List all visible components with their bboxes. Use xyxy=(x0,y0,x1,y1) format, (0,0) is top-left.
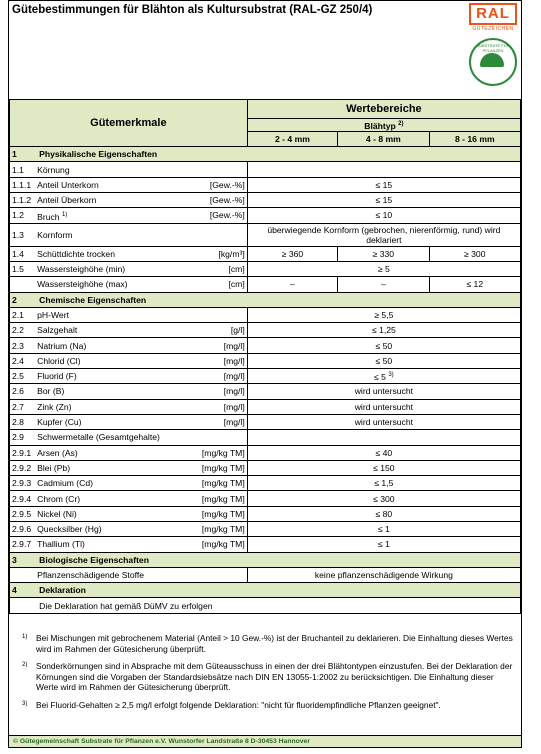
row-number: 2.9.3 xyxy=(10,476,34,491)
section-row xyxy=(10,552,521,567)
table-row xyxy=(10,460,521,475)
row-label: Kornform xyxy=(33,223,163,246)
row-label: Pflanzenschädigende Stoffe xyxy=(33,567,163,582)
table-row xyxy=(10,307,521,322)
row-number: 1.1 xyxy=(10,162,34,177)
row-unit xyxy=(163,307,248,322)
row-unit: [mg/kg TM] xyxy=(163,521,248,536)
section-number: 2 xyxy=(10,292,34,307)
section-row xyxy=(10,292,521,307)
table-header-row xyxy=(10,100,521,119)
table-row xyxy=(10,193,521,208)
row-unit: [mg/kg TM] xyxy=(163,491,248,506)
value-all-types: ≥ 5 xyxy=(247,261,520,276)
section-row xyxy=(10,147,521,162)
row-label: Wassersteighöhe (min) xyxy=(33,261,163,276)
section-row xyxy=(10,583,521,598)
value-type-3: ≥ 300 xyxy=(429,246,520,261)
seal-text: SUBSTRATE FÜR PFLANZEN xyxy=(476,43,510,53)
value-all-types: ≤ 80 xyxy=(247,506,520,521)
row-number: 1.2 xyxy=(10,208,34,223)
row-unit: [Gew.-%] xyxy=(163,193,248,208)
value-all-types: ≤ 1 xyxy=(247,521,520,536)
value-all-types: ≤ 50 xyxy=(247,353,520,368)
row-label: Körnung xyxy=(33,162,163,177)
value-all-types: ≥ 5,5 xyxy=(247,307,520,322)
footnotes xyxy=(9,633,521,717)
table-row xyxy=(10,277,521,292)
value-all-types: überwiegende Kornform (gebrochen, nierenförmig, rund) wird deklariert xyxy=(247,223,520,246)
row-label: Bor (B) xyxy=(33,384,163,399)
row-number xyxy=(10,277,34,292)
page-title: Gütebestimmungen für Blähton als Kultursubstrat (RAL-GZ 250/4) xyxy=(12,4,373,16)
row-unit: [mg/kg TM] xyxy=(163,476,248,491)
row-unit xyxy=(163,430,248,445)
row-unit xyxy=(163,223,248,246)
header-blaehtyp: Blähtyp $^{2)}$ xyxy=(247,119,520,132)
table-row xyxy=(10,223,521,246)
row-label: Chrom (Cr) xyxy=(33,491,163,506)
table-row xyxy=(10,369,521,384)
section-title: Chemische Eigenschaften xyxy=(33,292,520,307)
value-all-types: keine pflanzenschädigende Wirkung xyxy=(247,567,520,582)
row-number: 2.9.5 xyxy=(10,506,34,521)
row-label: Anteil Überkorn xyxy=(33,193,163,208)
value-type-2: ≥ 330 xyxy=(338,246,429,261)
row-label: Blei (Pb) xyxy=(33,460,163,475)
row-number: 1.1.1 xyxy=(10,177,34,192)
row-number: 2.9.1 xyxy=(10,445,34,460)
type-col-3: 8 - 16 mm xyxy=(429,131,520,146)
table-row xyxy=(10,399,521,414)
row-label: Salzgehalt xyxy=(33,323,163,338)
row-label: Fluorid (F) xyxy=(33,369,163,384)
row-number: 1.5 xyxy=(10,261,34,276)
value-all-types: ≤ 15 xyxy=(247,193,520,208)
row-number: 2.9.7 xyxy=(10,537,34,552)
row-label: Bruch $^{1)}$ xyxy=(33,208,163,223)
row-label: Nickel (Ni) xyxy=(33,506,163,521)
row-unit: [mg/l] xyxy=(163,353,248,368)
table-row xyxy=(10,430,521,445)
table-row xyxy=(10,567,521,582)
table-row xyxy=(10,491,521,506)
document-page xyxy=(8,0,522,748)
section-number: 3 xyxy=(10,552,34,567)
value-all-types: ≤ 1 xyxy=(247,537,520,552)
row-label: Cadmium (Cd) xyxy=(33,476,163,491)
quality-table xyxy=(9,99,521,614)
quality-seal-icon xyxy=(469,38,517,86)
table-row xyxy=(10,162,521,177)
section-number: 4 xyxy=(10,583,34,598)
row-label: Wassersteighöhe (max) xyxy=(33,277,163,292)
footnote: 2) Sonderkörnungen sind in Absprache mit dem Güteausschuss in einen der drei Blähtontypen einzustufen. Bei der Deklaration der Körnungen sind die Vorgaben der Standardsiebsätze nach DIN EN 13055-1:2002 zu berücksichtigen. Die Einhaltung dieser Werte wird im Rahmen der Gütesicherung überprüft. xyxy=(22,661,513,692)
row-number: 1.1.2 xyxy=(10,193,34,208)
row-unit: [Gew.-%] xyxy=(163,208,248,223)
row-number: 2.4 xyxy=(10,353,34,368)
table-row xyxy=(10,208,521,223)
table-row xyxy=(10,476,521,491)
row-number: 2.9.4 xyxy=(10,491,34,506)
table-row xyxy=(10,384,521,399)
row-label: Schwermetalle (Gesamtgehalte) xyxy=(33,430,163,445)
row-unit xyxy=(163,162,248,177)
value-type-1: ≥ 360 xyxy=(247,246,337,261)
row-number: 2.9.2 xyxy=(10,460,34,475)
footnote: 3) Bei Fluorid-Gehalten ≥ 2,5 mg/l erfolgt folgende Deklaration: "nicht für fluoridempfindliche Pflanzen geeignet". xyxy=(22,699,441,710)
row-unit: [mg/l] xyxy=(163,369,248,384)
section-title: Physikalische Eigenschaften xyxy=(33,147,520,162)
row-unit: [mg/kg TM] xyxy=(163,506,248,521)
header-criteria: Gütemerkmale xyxy=(10,100,248,147)
row-number xyxy=(10,598,34,613)
row-number: 1.3 xyxy=(10,223,34,246)
value-all-types: ≤ 40 xyxy=(247,445,520,460)
row-unit: [cm] xyxy=(163,261,248,276)
header-ranges: Wertebereiche xyxy=(247,100,520,119)
type-col-1: 2 - 4 mm xyxy=(247,131,337,146)
row-number: 2.6 xyxy=(10,384,34,399)
table-row xyxy=(10,261,521,276)
section-title: Deklaration xyxy=(33,583,520,598)
row-number: 2.3 xyxy=(10,338,34,353)
row-unit: [g/l] xyxy=(163,323,248,338)
row-unit xyxy=(163,567,248,582)
row-unit: [mg/kg TM] xyxy=(163,537,248,552)
row-label: Quecksilber (Hg) xyxy=(33,521,163,536)
row-label: Arsen (As) xyxy=(33,445,163,460)
table-row xyxy=(10,246,521,261)
value-all-types: ≤ 1,5 xyxy=(247,476,520,491)
row-label: Zink (Zn) xyxy=(33,399,163,414)
ral-logo: RAL xyxy=(469,3,517,25)
value-all-types xyxy=(247,162,520,177)
row-label: pH-Wert xyxy=(33,307,163,322)
row-number: 2.9.6 xyxy=(10,521,34,536)
row-unit: [mg/kg TM] xyxy=(163,460,248,475)
table-row xyxy=(10,598,521,613)
row-label: Die Deklaration hat gemäß DüMV zu erfolgen xyxy=(33,598,520,613)
section-title: Biologische Eigenschaften xyxy=(33,552,520,567)
value-type-2: – xyxy=(338,277,429,292)
table-row xyxy=(10,445,521,460)
row-number: 1.4 xyxy=(10,246,34,261)
ral-logo-subtitle: GÜTEZEICHEN xyxy=(472,26,514,32)
row-number: 2.2 xyxy=(10,323,34,338)
table-row xyxy=(10,323,521,338)
table-row xyxy=(10,353,521,368)
row-number: 2.1 xyxy=(10,307,34,322)
row-number: 2.9 xyxy=(10,430,34,445)
row-unit: [Gew.-%] xyxy=(163,177,248,192)
table-row xyxy=(10,414,521,429)
row-number: 2.5 xyxy=(10,369,34,384)
value-all-types: wird untersucht xyxy=(247,399,520,414)
type-col-2: 4 - 8 mm xyxy=(338,131,429,146)
table-row xyxy=(10,177,521,192)
row-label: Thallium (Tl) xyxy=(33,537,163,552)
value-all-types: ≤ 10 xyxy=(247,208,520,223)
value-all-types: ≤ 1,25 xyxy=(247,323,520,338)
value-all-types: ≤ 5 $^{3)}$ xyxy=(247,369,520,384)
logo-block xyxy=(467,3,519,86)
row-label: Natrium (Na) xyxy=(33,338,163,353)
footer: © Gütegemeinschaft Substrate für Pflanzen e.V. Wunstorfer Landstraße 8 D-30453 Hannover xyxy=(9,735,521,747)
section-number: 1 xyxy=(10,147,34,162)
table-row xyxy=(10,338,521,353)
row-unit: [mg/l] xyxy=(163,399,248,414)
value-all-types xyxy=(247,430,520,445)
row-label: Chlorid (Cl) xyxy=(33,353,163,368)
table-row xyxy=(10,537,521,552)
table-row xyxy=(10,521,521,536)
row-unit: [kg/m³] xyxy=(163,246,248,261)
value-all-types: wird untersucht xyxy=(247,384,520,399)
row-label: Schüttdichte trocken xyxy=(33,246,163,261)
value-type-3: ≤ 12 xyxy=(429,277,520,292)
row-unit: [mg/kg TM] xyxy=(163,445,248,460)
value-all-types: ≤ 150 xyxy=(247,460,520,475)
row-label: Anteil Unterkorn xyxy=(33,177,163,192)
row-unit: [cm] xyxy=(163,277,248,292)
row-label: Kupfer (Cu) xyxy=(33,414,163,429)
row-number xyxy=(10,567,34,582)
row-number: 2.7 xyxy=(10,399,34,414)
value-all-types: ≤ 50 xyxy=(247,338,520,353)
footnote: 1) Bei Mischungen mit gebrochenem Material (Anteil > 10 Gew.-%) ist der Bruchanteil zu deklarieren. Die Einhaltung dieses Wertes wird im Rahmen der Gütesicherung überprüft. xyxy=(22,633,513,654)
value-all-types: ≤ 300 xyxy=(247,491,520,506)
row-number: 2.8 xyxy=(10,414,34,429)
row-unit: [mg/l] xyxy=(163,384,248,399)
value-all-types: wird untersucht xyxy=(247,414,520,429)
table-row xyxy=(10,506,521,521)
value-type-1: – xyxy=(247,277,337,292)
row-unit: [mg/l] xyxy=(163,414,248,429)
value-all-types: ≤ 15 xyxy=(247,177,520,192)
row-unit: [mg/l] xyxy=(163,338,248,353)
